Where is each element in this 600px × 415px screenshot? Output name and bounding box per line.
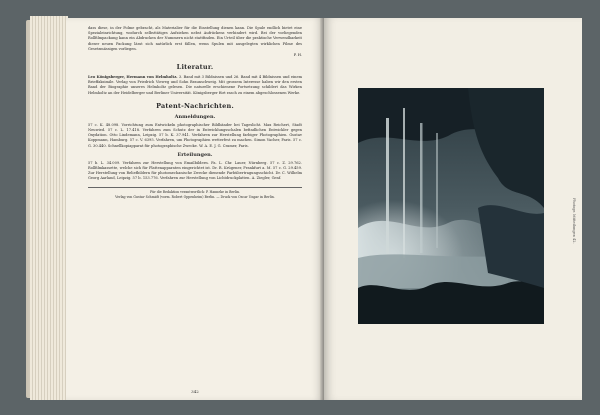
literatur-text: 3. Band mit 3 Bildnissen und 26. Band mit 4 Bildnissen und einem Brieffaksimile. Verlag von Friedrich Vieweg und Sohn Braunschweig. Mit grossem Interesse haben wir den ersten Band der Biographie unseres Helmholtz gelesen. Die naturelle erschienene Fortsetzung schildert das Wirken Helmholtz an der Heidelberger und Berliner Universität. Königsberger fürt rasch zu einem abgeschlossenen Werke. [88,75,302,95]
page-number: 342 [191,389,199,394]
literatur-lead: Leo Königsberger, Hermann von Helmholtz. [88,75,178,80]
footer-rule [88,187,302,188]
patent-heading: Patent-Nachrichten. [156,101,234,110]
left-page-text [88,26,302,200]
footer-line-2: Verlag von Gustav Schmidt (vorm. Robert Oppenheim) Berlin. — Druck von Oscar Ungar in Berlin. [115,195,275,200]
page-edges [30,16,68,400]
right-page [324,18,582,400]
anmeldungen-text: 57 c. K. 48.098. Vorrichtung zum Entwickeln photographischer Bildbänder bei Tageslicht. Max Reichert, Stadt Neuwied. 57 c. L. 17.418. Verfahren zum Schutz der in Entwicklungsschalen befindlichen Entwickler gegen Oxydation. Otto Lindemann, Leipzig. 57 b. K. 37.941. Verfahren zur Herstellung farbiger Photographien. Gustav Koppmann, Hamburg. 57 c. V. 6395. Verfahren, um Photographien wetterfest zu machen. Simon Vacher, Paris. 57 c. G. 30.440. Schnellkopiapparat für photographische Zwecke. W. A. E. J. G. Cramer, Paris. [88,122,302,148]
literatur-paragraph [88,75,302,96]
erteilungen-heading: Erteilungen. [177,151,213,158]
footer-line-1: Für die Redaktion verantwortlich: P. Hanneke in Berlin. [149,190,241,195]
intro-signature: P. H. [293,53,302,58]
erteilungen-text: 57 b. L. 34.009. Verfahren zur Herstellung von Emailbildern. Fa. L. Chr. Lauer, Nürnberg. 57 c. Z. 29.762. Rollfilmkassette, welche sich für Plattenapparaten eingerichtet ist. Dr. R. Krügener, Frankfurt a. M. 57 c. G. 29.459. Zur Herstellung von Reliefbildern für photomechanische Zwecke dienende Farbübertragungsschicht. Dr. C. Wilhelm Georg Aarland, Leipzig. 57 b. 153.776. Verfahren zur Herstellung von Lichtdruckplatten. A. Ziegler, Genf. [88,160,302,181]
intro-paragraph: dass diese, in der Folme gebracht, als Materialier für die Einstellung dienen kann. Die Spule endlich bietet eine Spezialeinrichtung, wodurch selbsttätiges Aufziehen nebst Aufrückens verhindert wird. Bei der vorliegenden Rollfilmpackung kann ein Abdrucken der Nummern nicht stattfinden. Ein Urteil über die praktische Verwendbarkeit dieser neuen Packung lässt sich natürlich erst fällen, wenn Spulen mit ausgelegten wirklichen Filme des Gesetzmässigen vorliegen. [88,26,302,51]
left-page [66,18,324,400]
literatur-heading: Literatur. [176,63,214,72]
open-book [26,16,586,404]
side-note: Photogr. Mitteilungen 42. [572,198,576,244]
landscape-photo-image [358,88,544,324]
landscape-photo [358,88,544,324]
anmeldungen-heading: Anmeldungen. [174,113,216,120]
